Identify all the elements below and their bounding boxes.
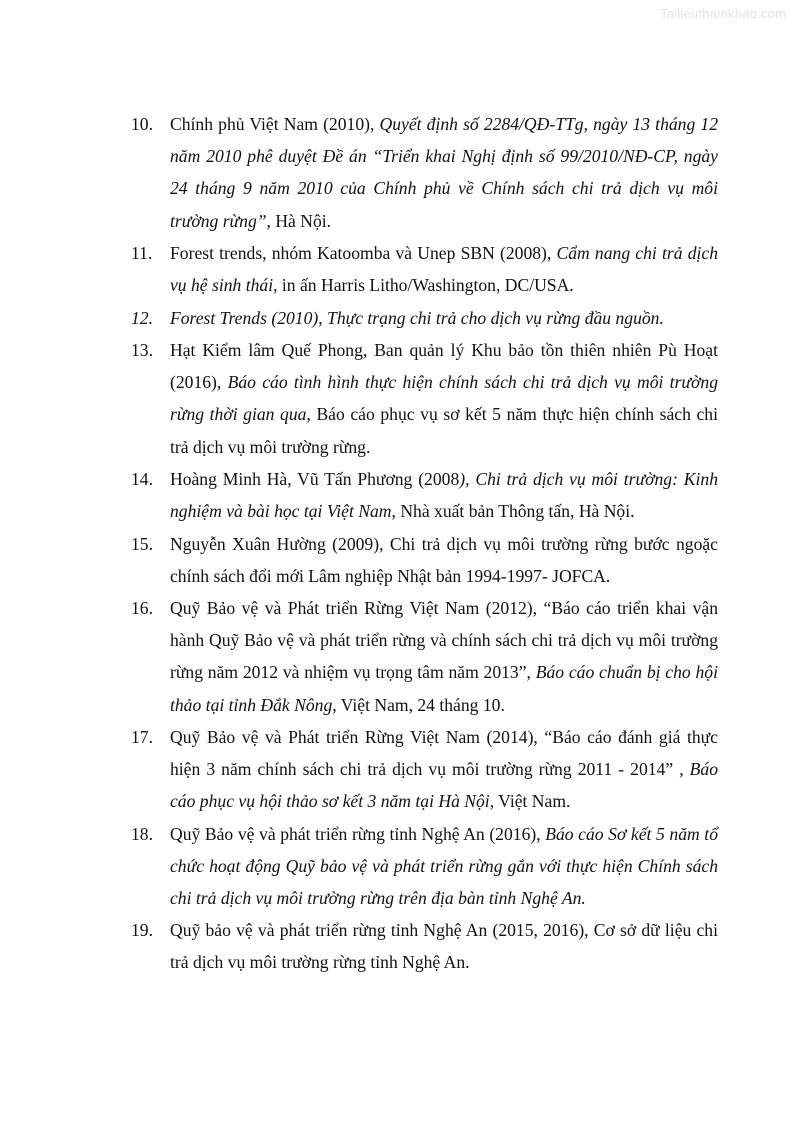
- reference-title: Forest Trends (2010), Thực trạng chi trả cho dịch vụ rừng đầu nguồn.: [170, 308, 664, 328]
- watermark: Tailieuthamkhao.com: [660, 6, 786, 21]
- reference-title: Cẩm nang chi trả dịch vụ hệ sinh thái: [170, 243, 718, 296]
- reference-text-part: Forest trends, nhóm Katoomba và Unep SBN (2008),: [170, 243, 557, 263]
- reference-number: 15.: [131, 534, 153, 554]
- reference-text-part: , Hà Nội.: [266, 210, 332, 231]
- reference-text: [170, 463, 718, 527]
- reference-text: [170, 528, 718, 592]
- reference-number: 13.: [131, 340, 153, 360]
- reference-text: [170, 592, 718, 721]
- reference-number: 12.: [131, 308, 153, 328]
- reference-text-part: Chính phủ Việt Nam (2010),: [170, 114, 380, 134]
- reference-text: [170, 302, 718, 334]
- reference-title: Báo cáo tình hình thực hiện chính sách chi trả dịch vụ môi trường rừng thời gian qua: [170, 372, 719, 425]
- reference-text-part: Nguyễn Xuân Hường (2009), Chi trả dịch vụ môi trường rừng bước ngoặc chính sách đổi mới Lâm nghiệp Nhật bản 1994-1997- JOFCA.: [170, 534, 718, 587]
- reference-title: Quyết định số 2284/QĐ-TTg, ngày 13 tháng 12 năm 2010 phê duyệt Đề án “Triển khai Nghị định số 99/2010/NĐ-CP, ngày 24 tháng 9 năm 2010 của Chính phủ về Chính sách chi trả dịch vụ môi trường rừng”: [170, 114, 718, 231]
- reference-text-part: Hoàng Minh Hà, Vũ Tấn Phương (2008: [170, 469, 460, 489]
- reference-text-part: Quỹ Bảo vệ và Phát triển Rừng Việt Nam (2012), “Báo cáo triển khai vận hành Quỹ Bảo vệ và phát triển rừng và chính sách chi trả dịch vụ môi trường rừng năm 2012 và nhiệm vụ trọng tâm năm 2013”,: [170, 598, 718, 683]
- reference-text-part: Quỹ Bảo vệ và Phát triển Rừng Việt Nam (2014), “Báo cáo đánh giá thực hiện 3 năm chính sách chi trả dịch vụ môi trường rừng 2011 - 2014”: [170, 727, 718, 780]
- reference-text-part: , Nhà xuất bản Thông tấn, Hà Nội.: [391, 501, 635, 522]
- reference-text: [170, 334, 718, 463]
- reference-title: , Báo cáo phục vụ hội thảo sơ kết 3 năm tại Hà Nội: [170, 759, 718, 812]
- reference-text: [170, 237, 718, 301]
- reference-title: ), Chi trả dịch vụ môi trường: Kinh nghiệm và bài học tại Việt Nam: [170, 469, 718, 522]
- reference-text-part: , in ấn Harris Litho/Washington, DC/USA.: [273, 275, 574, 296]
- reference-number: 17.: [131, 727, 153, 747]
- reference-title: Báo cáo Sơ kết 5 năm tổ chức hoạt động Quỹ bảo vệ và phát triển rừng gắn với thực hiện Chính sách chi trả dịch vụ môi trường rừng trên địa bàn tỉnh Nghệ An.: [170, 824, 718, 909]
- reference-number: 11.: [131, 243, 153, 263]
- reference-number: 18.: [131, 824, 153, 844]
- reference-number: 14.: [131, 469, 153, 489]
- reference-text-part: Hạt Kiểm lâm Quế Phong, Ban quản lý Khu bảo tồn thiên nhiên Pù Hoạt (2016),: [170, 340, 718, 393]
- reference-text: [170, 818, 718, 915]
- reference-text-part: Quỹ Bảo vệ và phát triển rừng tỉnh Nghệ An (2016),: [170, 824, 546, 844]
- reference-number: 10.: [131, 114, 153, 134]
- reference-text-part: Quỹ bảo vệ và phát triển rừng tỉnh Nghệ An (2015, 2016), Cơ sở dữ liệu chi trả dịch vụ môi trường rừng tỉnh Nghệ An.: [170, 920, 718, 973]
- reference-title: Báo cáo chuẩn bị cho hội thảo tại tỉnh Đắk Nông: [170, 662, 718, 715]
- reference-text-part: , Việt Nam.: [489, 791, 571, 812]
- reference-text: [170, 721, 718, 818]
- reference-number: 19.: [131, 920, 153, 940]
- reference-number: 16.: [131, 598, 153, 618]
- reference-text: [170, 108, 718, 237]
- reference-text-part: , Báo cáo phục vụ sơ kết 5 năm thực hiện chính sách chi trả dịch vụ môi trường rừng.: [170, 404, 718, 457]
- reference-text-part: , Việt Nam, 24 tháng 10.: [332, 694, 505, 715]
- reference-text: [170, 914, 718, 978]
